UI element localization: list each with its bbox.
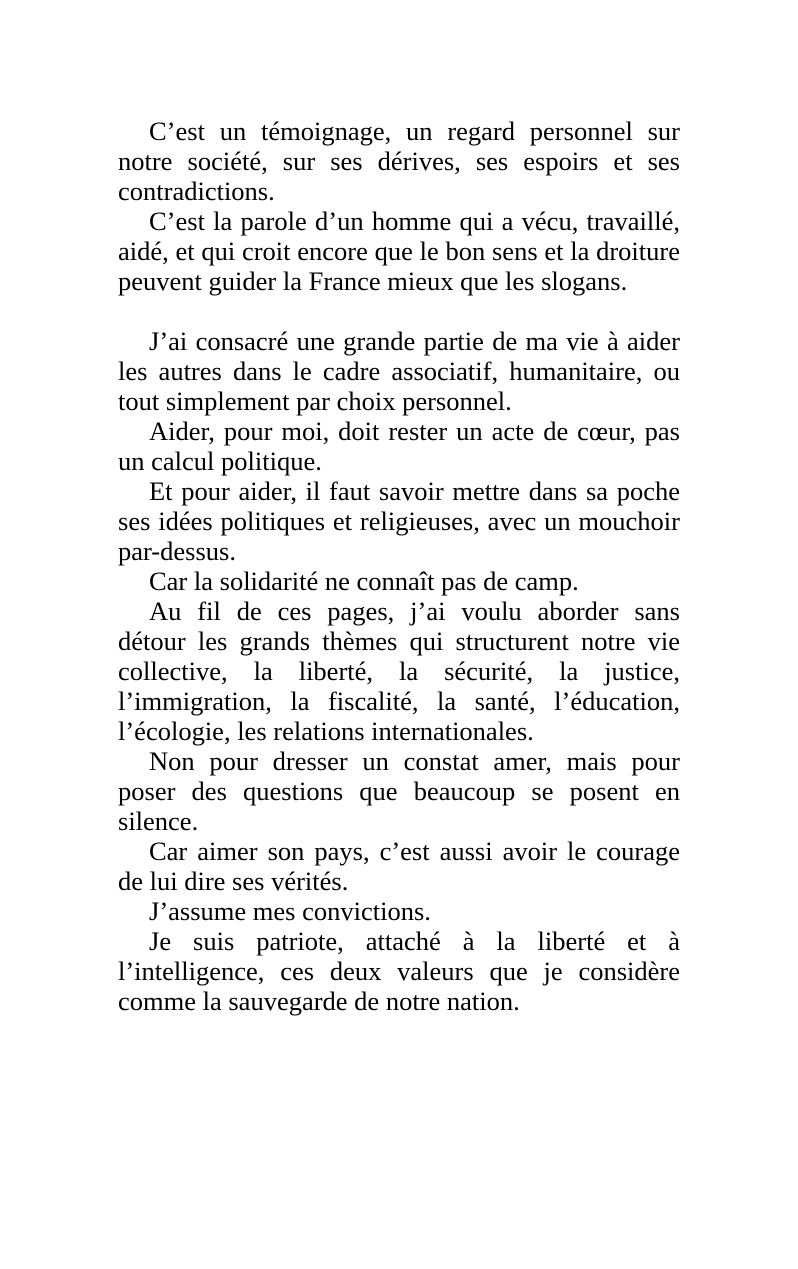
paragraph: Non pour dresser un constat amer, mais pour poser des questions que beaucoup se posent en silence.	[118, 746, 680, 836]
paragraph: Et pour aider, il faut savoir mettre dans sa poche ses idées politiques et religieuses, avec un mouchoir par-dessus.	[118, 476, 680, 566]
paragraph: Car aimer son pays, c’est aussi avoir le courage de lui dire ses vérités.	[118, 836, 680, 896]
body-text	[118, 116, 680, 1016]
paragraph: Aider, pour moi, doit rester un acte de cœur, pas un calcul politique.	[118, 416, 680, 476]
paragraph: C’est la parole d’un homme qui a vécu, travaillé, aidé, et qui croit encore que le bon sens et la droiture peuvent guider la France mieux que les slogans.	[118, 206, 680, 296]
paragraph: J’ai consacré une grande partie de ma vie à aider les autres dans le cadre associatif, humanitaire, ou tout simplement par choix personnel.	[118, 326, 680, 416]
paragraph: C’est un témoignage, un regard personnel sur notre société, sur ses dérives, ses espoirs et ses contradictions.	[118, 116, 680, 206]
paragraph-break	[118, 296, 680, 326]
paragraph: Au fil de ces pages, j’ai voulu aborder sans détour les grands thèmes qui structurent notre vie collective, la liberté, la sécurité, la justice, l’immigration, la fiscalité, la santé, l’éducation, l’écologie, les relations internationales.	[118, 596, 680, 746]
paragraph: J’assume mes convictions.	[149, 896, 431, 926]
paragraph: Je suis patriote, attaché à la liberté et à l’intelligence, ces deux valeurs que je considère comme la sauvegarde de notre nation.	[118, 926, 680, 1016]
paragraph: Car la solidarité ne connaît pas de camp.	[149, 566, 579, 596]
